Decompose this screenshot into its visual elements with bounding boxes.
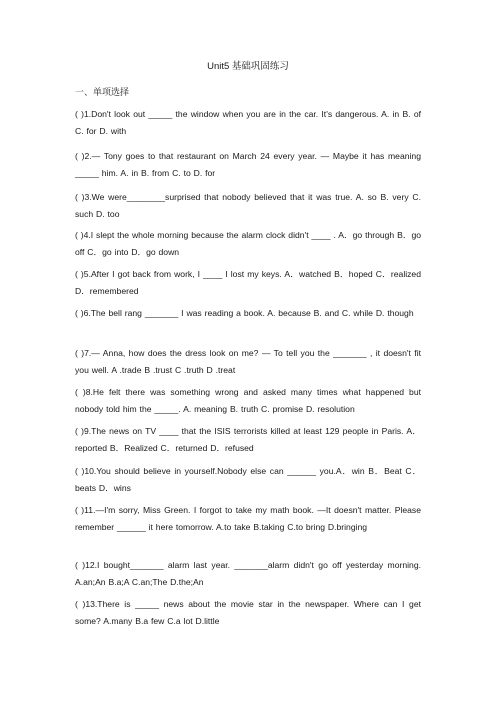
page-title: Unit5 基础巩固练习	[207, 61, 289, 72]
question-9: ( )9.The news on TV ____ that the ISIS terrorists killed at least 129 people in Paris. A．reported B．Realized C．returned D．refused	[75, 426, 421, 453]
question-6: ( )6.The bell rang _______ I was reading a book. A. because B. and C. while D. though	[75, 308, 414, 318]
section-heading: 一、单项选择	[75, 87, 130, 97]
question-2: ( )2.— Tony goes to that restaurant on March 24 every year. — Maybe it has meaning _____ him. A. in B. from C. to D. for	[75, 151, 421, 178]
document-page	[75, 0, 421, 702]
question-8: ( )8.He felt there was something wrong and asked many times what happened but nobody told him the _____. A. meaning B. truth C. promise D. resolution	[75, 387, 421, 414]
question-10: ( )10.You should believe in yourself.Nobody else can ______ you.A．win B．Beat C．beats D．wins	[75, 466, 421, 493]
question-1: ( )1.Don't look out _____ the window when you are in the car. It's dangerous. A. in B. of C. for D. with	[75, 109, 421, 136]
question-12: ( )12.I bought_______ alarm last year. _______alarm didn't go off yesterday morning. A.an;An B.a;A C.an;The D.the;An	[75, 560, 421, 587]
question-11: ( )11.—I'm sorry, Miss Green. I forgot to take my math book. —It doesn't matter. Please remember ______ it here tomorrow. A.to take B.taking C.to bring D.bringing	[75, 505, 421, 532]
question-3: ( )3.We were________surprised that nobody believed that it was true. A. so B. very C. such D. too	[75, 192, 421, 219]
question-7: ( )7.— Anna, how does the dress look on me? — To tell you the _______ , it doesn't fit you well. A .trade B .trust C .truth D .treat	[75, 348, 421, 375]
question-5: ( )5.After I got back from work, I ____ I lost my keys. A．watched B．hoped C．realized D．remembered	[75, 269, 421, 296]
question-4: ( )4.I slept the whole morning because the alarm clock didn't ____ . A．go through B．go off C．go into D．go down	[75, 230, 421, 257]
question-13: ( )13.There is _____ news about the movie star in the newspaper. Where can I get some? A.many B.a few C.a lot D.little	[75, 599, 421, 626]
